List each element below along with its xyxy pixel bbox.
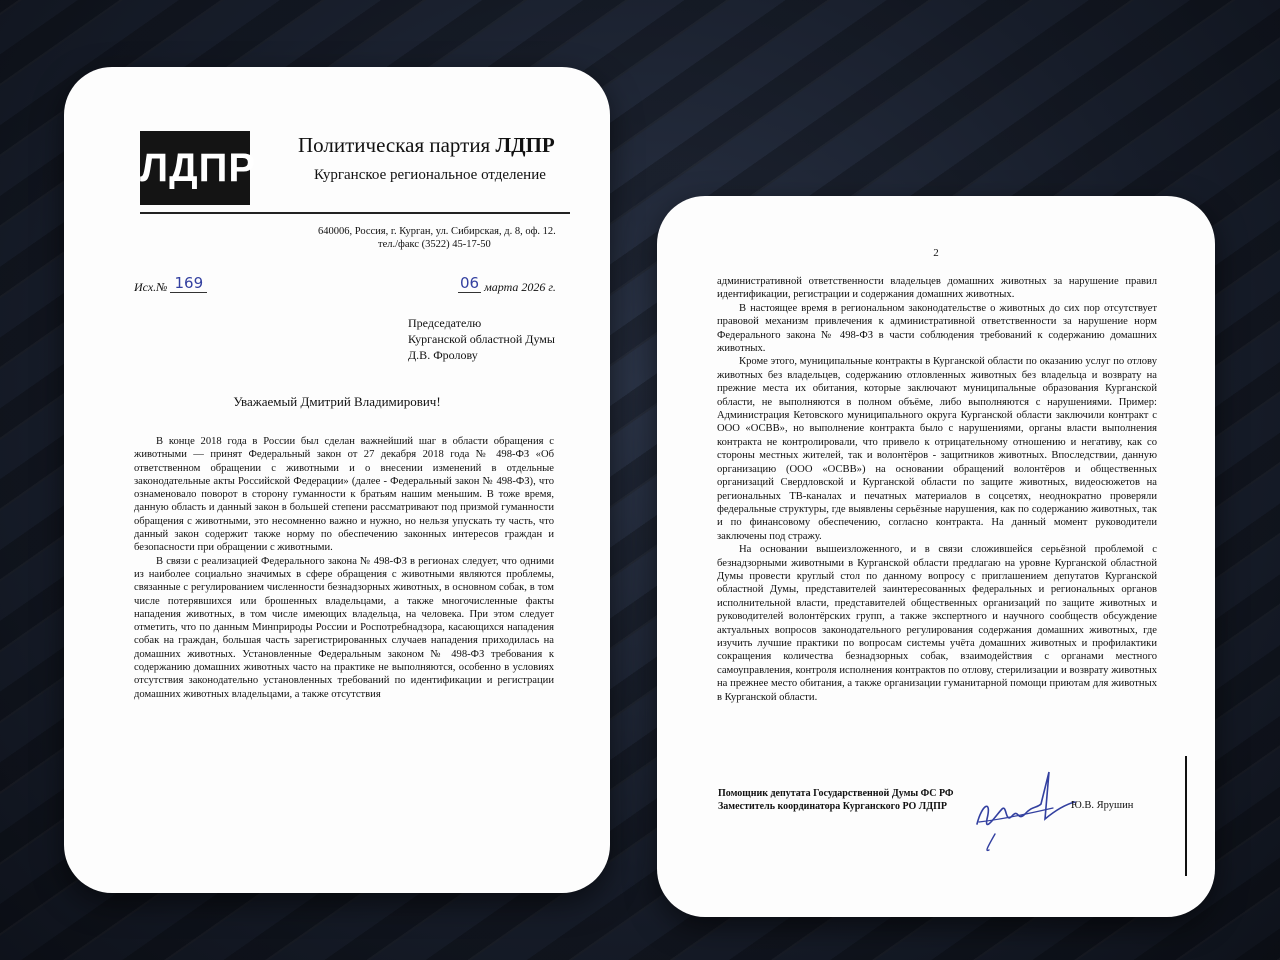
date-day-handwritten: 06 <box>460 274 480 292</box>
party-name: ЛДПР <box>495 133 555 157</box>
addressee-line: Курганской областной Думы <box>408 332 555 346</box>
body-paragraph: На основании вышеизложенного, и в связи сложившейся серьёзной проблемой с безнадзорными животными в Курганской области предлагаю на уровне Курганской областной Думы провести круглый стол по данному вопросу с приглашением депутатов Курганской областной Думы, представителей заинтересованных федеральных и региональных органов исполнительной власти, представителей общественных организаций по защите животных и руководителей волонтёрских групп, а также экспертного и научного сообществ обсуждение актуальных вопросов законодательного регулирования содержания домашних животных, где изучить лучшие практики по вопросам системы учёта домашних животных и профилактики сокращения количества безнадзорных собак, взаимодействия с органами местного самоуправления, контроля исполнения контрактов по отлову, стерилизации и возврату животных на прежнее место обитания, а также организации гуманитарной помощи приютам для животных в Курганской области. <box>717 544 1157 703</box>
party-prefix: Политическая партия <box>298 133 491 157</box>
body-paragraph: В конце 2018 года в России был сделан важнейший шаг в области обращения с животными — принят Федеральный закон от 27 декабря 2018 года № 498-ФЗ «Об ответственном обращении с животными и о внесении изменений в отдельные законодательные акты Российской Федерации» (далее - Федеральный закон № 498-ФЗ), что ознаменовало поворот в сторону гуманности к братьям нашим меньшим. В тоже время, данную область и данный закон в большей степени рассматривают под призмой гуманности обращения с животными, это несомненно важно и нужно, но нельзя упускать ту часть, что данный закон содержит также норму по обеспечению законных интересов граждан и безопасности при обращении с животными. <box>134 436 554 554</box>
letter-page-2 <box>657 196 1215 917</box>
body-paragraph: В связи с реализацией Федерального закона № 498-ФЗ в регионах следует, что одними из наиболее социально значимых в сфере обращения с животными являются проблемы, связанные с регулированием численности безнадзорных животных, в основном собак, в том числе потерявшихся или брошенных владельцами, а также многочисленные факты нападения животных, в том числе имеющих владельца, на человека. При этом следует отметить, что по данным Минприроды России и Роспотребнадзора, касающихся нападения собак на граждан, большая часть зарегистрированных случаев нападения приходилась на домашних животных. Установленные Федеральным законом № 498-ФЗ требования к содержанию домашних животных часто на практике не выполняются, особенно в условиях отсутствия законодательно установленных требований по идентификации и регистрации домашних животных владельцами, а также отсутствия <box>134 555 554 700</box>
addressee-line: Д.В. Фролову <box>408 348 478 362</box>
letter-page-1 <box>64 67 610 893</box>
outgoing-label: Исх.№ <box>134 280 168 294</box>
ldpr-logo-text: ЛДПР <box>140 146 256 190</box>
regional-branch: Курганское региональное отделение <box>314 167 546 183</box>
signatory-titles <box>718 787 954 813</box>
outgoing-number-handwritten: 169 <box>170 274 207 293</box>
addressee-line: Председателю <box>408 316 482 330</box>
date-rest: марта 2026 г. <box>484 280 556 294</box>
letter-body-page-2 <box>717 275 1157 704</box>
signatory-title-line: Помощник депутата Государственной Думы ФС РФ <box>718 788 954 799</box>
header-divider <box>140 212 570 214</box>
salutation: Уважаемый Дмитрий Владимирович! <box>233 394 441 409</box>
letter-date <box>458 274 556 296</box>
signatory-name: Ю.В. Ярушин <box>1071 800 1134 811</box>
phone-fax: тел./факс (3522) 45-17-50 <box>378 239 491 250</box>
body-paragraph: В настоящее время в региональном законодательстве о животных до сих пор отсутствует правовой механизм привлечения к административной ответственности за нарушение норм Федерального закона № 498-ФЗ в части соблюдения требований к содержанию домашних животных. <box>717 302 1157 355</box>
postal-address: 640006, Россия, г. Курган, ул. Сибирская, д. 8, оф. 12. <box>318 226 556 237</box>
body-paragraph: Кроме этого, муниципальные контракты в Курганской области по оказанию услуг по отлову животных без владельцев, содержанию отловленных животных без владельца и возврату на прежние места их обитания, которые заключают муниципальные образования Курганской области, не выполняются в полном объёме, либо выполняются с нарушениями. Пример: Администрация Кетовского муниципального округа Курганской области заключили контракт с ООО «ОСВВ», но выполнение контракта было с нарушениями, органы власти выполнения контракта не контролировали, что привело к отрицательному отношению и негативу, как со стороны местных жителей, так и волонтёров - защитников животных. Впоследствии, данную организацию (ООО «ОСВВ») на основании обращений волонтёров и общественных организаций Свердловской и Курганской области по защите животных, видеосюжетов на региональных ТВ-каналах и печатных материалов в соцсетях, неоднократно проверяли федеральные структуры, где выявлены серьёзные нарушения, как по содержанию животных, так и по финансовому обеспечению, согласно контракта. На данный момент руководители заключены под стражу. <box>717 356 1157 542</box>
signatory-title-line: Заместитель координатора Курганского РО ЛДПР <box>718 801 948 812</box>
letter-body-page-1 <box>134 435 554 701</box>
body-paragraph-continuation: административной ответственности владельцев домашних животных за нарушение правил идентификации, регистрации и содержания домашних животных. <box>717 276 1157 301</box>
page-number: 2 <box>933 247 939 259</box>
scan-edge-mark <box>1185 756 1187 876</box>
handwritten-signature <box>957 764 1087 854</box>
outgoing-number <box>134 274 207 296</box>
party-name-heading <box>298 133 555 158</box>
addressee-block <box>408 315 555 363</box>
